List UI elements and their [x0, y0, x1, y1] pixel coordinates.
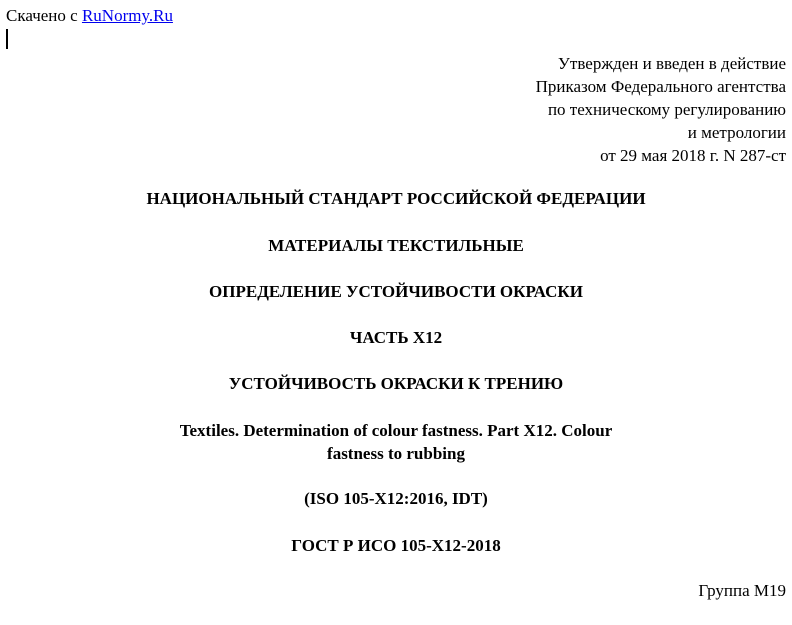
fastness-heading: УСТОЙЧИВОСТЬ ОКРАСКИ К ТРЕНИЮ: [228, 374, 564, 393]
determination-heading: ОПРЕДЕЛЕНИЕ УСТОЙЧИВОСТИ ОКРАСКИ: [209, 282, 583, 301]
english-title: [0, 419, 792, 465]
part-heading: ЧАСТЬ X12: [349, 328, 443, 347]
source-link[interactable]: RuNormy.Ru: [81, 6, 173, 25]
approval-line: и метрологии: [687, 123, 786, 142]
group-label: Группа М19: [698, 581, 786, 600]
text-cursor: [6, 29, 8, 49]
iso-reference: (ISO 105-X12:2016, IDT): [304, 489, 488, 508]
materials-heading: МАТЕРИАЛЫ ТЕКСТИЛЬНЫЕ: [268, 236, 524, 255]
approval-line: от 29 мая 2018 г. N 287-ст: [600, 146, 786, 165]
approval-line: по техническому регулированию: [547, 100, 786, 119]
approval-line: Утвержден и введен в действие: [557, 54, 786, 73]
english-title-line: fastness to rubbing: [327, 444, 465, 463]
national-standard-heading: НАЦИОНАЛЬНЫЙ СТАНДАРТ РОССИЙСКОЙ ФЕДЕРАЦИИ: [146, 189, 646, 208]
source-line: [6, 6, 173, 26]
english-title-line: Textiles. Determination of colour fastness. Part X12. Colour: [179, 421, 613, 440]
approval-line: Приказом Федерального агентства: [535, 77, 786, 96]
source-prefix: Скачено с: [6, 6, 78, 25]
gost-number: ГОСТ Р ИСО 105-X12-2018: [291, 536, 501, 555]
approval-block: [536, 52, 786, 167]
